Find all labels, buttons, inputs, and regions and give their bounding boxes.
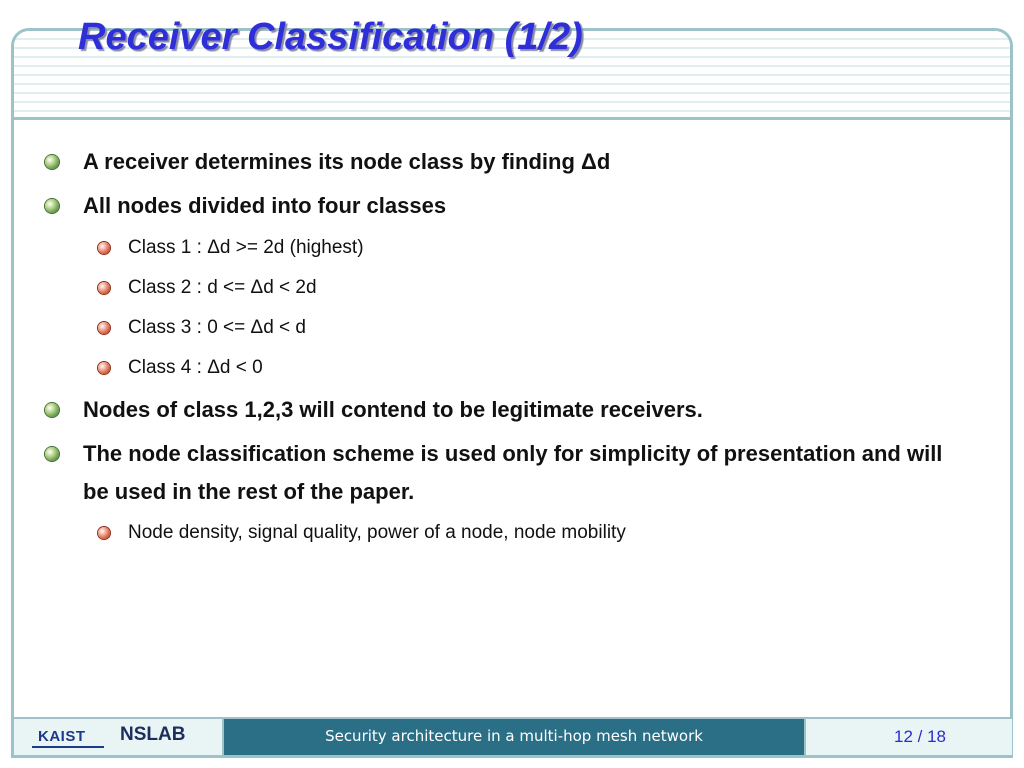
bullet-text: The node classification scheme is used only for simplicity of presentation and will be used in the rest of the paper. <box>83 441 943 504</box>
red-bullet-icon <box>98 242 110 254</box>
red-bullet-icon <box>98 527 110 539</box>
sub-bullet-text: Node density, signal quality, power of a node, node mobility <box>128 522 626 543</box>
footer-page-box <box>804 719 1012 755</box>
green-bullet-icon <box>45 155 59 169</box>
footer-logos <box>14 719 224 755</box>
green-bullet-icon <box>45 447 59 461</box>
bullet-text: A receiver determines its node class by finding Δd <box>83 149 611 174</box>
red-bullet-icon <box>98 322 110 334</box>
green-bullet-icon <box>45 403 59 417</box>
footer-title-bar <box>224 719 804 755</box>
green-bullet-icon <box>45 199 59 213</box>
sub-bullet-text: Class 1 : Δd >= 2d (highest) <box>128 237 364 258</box>
page-number: 12 / 18 <box>894 727 946 746</box>
slide-footer <box>14 717 1010 755</box>
header-divider <box>14 117 1010 120</box>
red-bullet-icon <box>98 282 110 294</box>
slide-title: Receiver Classification (1/2) <box>78 16 583 58</box>
bullet-text: Nodes of class 1,2,3 will contend to be legitimate receivers. <box>83 397 703 422</box>
footer-title: Security architecture in a multi-hop mesh network <box>325 727 703 745</box>
sub-bullet-text: Class 3 : 0 <= Δd < d <box>128 317 306 338</box>
kaist-logo-underline <box>32 746 104 748</box>
nslab-logo: NSLAB <box>120 724 186 745</box>
red-bullet-icon <box>98 362 110 374</box>
bullet-text: All nodes divided into four classes <box>83 193 447 218</box>
kaist-logo: KAIST <box>38 728 86 745</box>
sub-bullet-text: Class 2 : d <= Δd < 2d <box>128 277 317 298</box>
sub-bullet-text: Class 4 : Δd < 0 <box>128 357 263 378</box>
